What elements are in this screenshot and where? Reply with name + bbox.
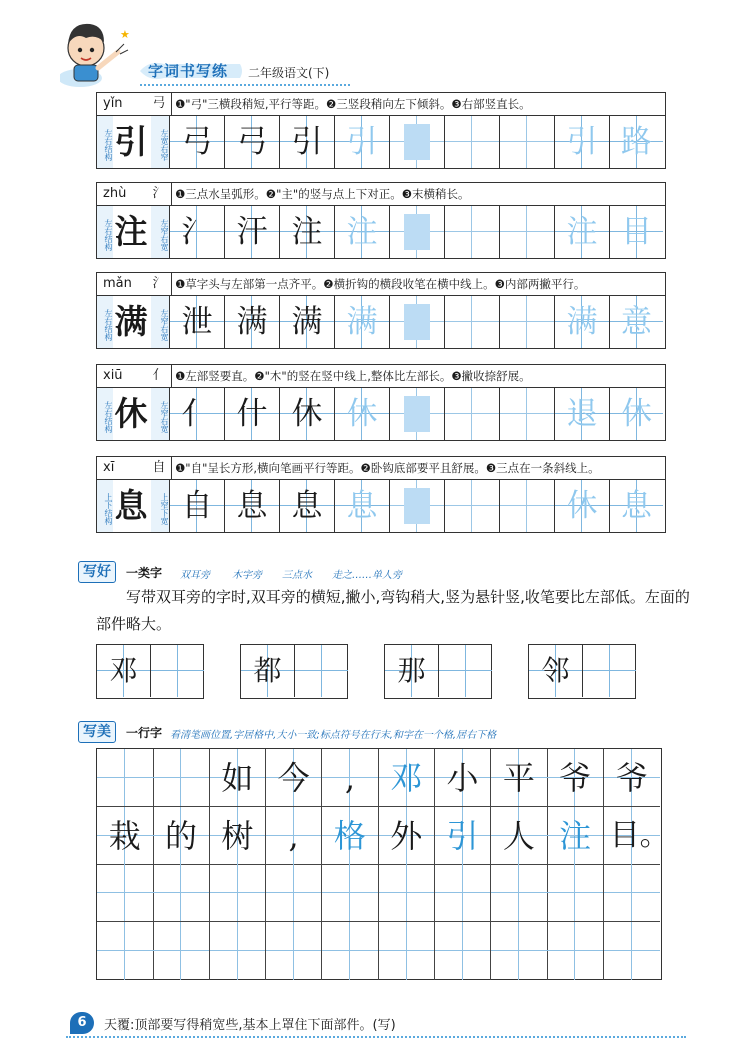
tip-bar: [97, 273, 665, 296]
header-divider: [140, 84, 350, 86]
stroke-step: 自: [181, 488, 213, 524]
radical: 氵: [152, 186, 166, 201]
grid-cell[interactable]: [499, 296, 554, 348]
grid-cell[interactable]: [444, 388, 499, 440]
grid-cell[interactable]: [389, 296, 444, 348]
grid-cell[interactable]: [224, 296, 279, 348]
stroke-step: 注: [291, 214, 323, 250]
sheet-cell[interactable]: [153, 807, 210, 865]
stroke-step: 汗: [236, 214, 268, 250]
grid-cell[interactable]: [554, 388, 609, 440]
pinyin: mǎn: [103, 276, 132, 291]
sheet-cell[interactable]: [97, 864, 154, 922]
main-char: 注: [114, 212, 148, 251]
grid-cell[interactable]: [389, 116, 444, 168]
header-subtitle: 二年级语文(下): [248, 66, 330, 80]
writing-tip: ❶"自"呈长方形,横向笔画平行等距。❷卧钩底部要平且舒展。❸三点在一条斜线上。: [175, 461, 600, 475]
sheet-char: 目。: [609, 817, 670, 853]
trace-char: 休: [346, 396, 378, 432]
sheet-cell[interactable]: [153, 749, 210, 807]
grid-cell[interactable]: [224, 388, 279, 440]
sheet-cell[interactable]: [379, 922, 436, 980]
grid-cell[interactable]: [279, 296, 334, 348]
char-block-3: [96, 272, 666, 349]
word-char-1: 满: [566, 304, 598, 340]
sheet-char: 爷: [559, 759, 592, 797]
writing-tip: ❶三点水呈弧形。❷"主"的竖与点上下对正。❸末横稍长。: [175, 187, 470, 201]
grid-cell[interactable]: [499, 388, 554, 440]
practice-row: [97, 206, 665, 258]
practice-row: [97, 480, 665, 532]
sheet-cell[interactable]: [322, 807, 379, 865]
grid-cell[interactable]: [609, 206, 663, 258]
tip-separator: [171, 183, 172, 205]
shade-box: [404, 304, 430, 340]
main-char: 休: [114, 394, 148, 433]
section-b-note: 看清笔画位置,字居格中,大小一致;标点符号在行末,和字在一个格,居右下格: [170, 730, 497, 741]
sheet-char: 今: [277, 759, 310, 797]
char-block-2: [96, 182, 666, 259]
sheet-char: 注: [559, 816, 592, 855]
grid-cell[interactable]: [444, 116, 499, 168]
sheet-cell[interactable]: [266, 922, 323, 980]
sheet-cell[interactable]: [604, 807, 670, 865]
grid-cell[interactable]: [169, 388, 224, 440]
sheet-cell[interactable]: [547, 749, 604, 807]
sheet-cell[interactable]: [491, 807, 548, 865]
shade-box: [404, 488, 430, 524]
section-tag-xiemei: 写美: [78, 721, 116, 743]
stroke-step: 休: [291, 396, 323, 432]
grid-cell[interactable]: [554, 206, 609, 258]
stroke-step: 息: [236, 488, 268, 524]
word-char-2: 目: [621, 214, 652, 250]
proportion-label: 左窄右宽: [151, 296, 169, 348]
trace-char: 引: [346, 124, 378, 160]
sheet-char: 爷: [615, 759, 648, 797]
pinyin: xī: [103, 460, 115, 475]
trace-char: 满: [346, 304, 378, 340]
radical: 亻: [152, 368, 166, 383]
tip-separator: [171, 93, 172, 115]
sheet-char: 人: [502, 816, 535, 855]
grid-cell[interactable]: [224, 206, 279, 258]
grid-cell[interactable]: [499, 116, 554, 168]
grid-cell[interactable]: [334, 480, 389, 532]
tip-separator: [171, 365, 172, 387]
stroke-step: 满: [291, 304, 323, 340]
sheet-char: 小: [446, 759, 479, 797]
example-grid-2: [240, 644, 348, 699]
proportion-label: 左窄右宽: [151, 206, 169, 258]
sheet-cell[interactable]: [210, 922, 267, 980]
grid-cell[interactable]: [499, 206, 554, 258]
sheet-cell[interactable]: [266, 864, 323, 922]
main-char: 满: [114, 302, 148, 341]
grid-cell[interactable]: [169, 296, 224, 348]
grid-cell[interactable]: [169, 206, 224, 258]
section-note-1: 双耳旁: [180, 570, 210, 581]
tip-separator: [171, 457, 172, 479]
sheet-cell[interactable]: [97, 749, 154, 807]
sheet-cell[interactable]: [97, 807, 154, 865]
grid-cell[interactable]: [554, 116, 609, 168]
writing-tip: ❶"弓"三横段稍短,平行等距。❷三竖段稍向左下倾斜。❸右部竖直长。: [175, 97, 531, 111]
sheet-cell[interactable]: [210, 807, 267, 865]
sheet-cell[interactable]: [435, 749, 492, 807]
sheet-cell[interactable]: [210, 864, 267, 922]
sheet-cell[interactable]: [322, 922, 379, 980]
section-a-paragraph: 写带双耳旁的字时,双耳旁的横短,撇小,弯钩稍大,竖为悬针竖,收笔要比左部低。左面的部件略大。: [96, 588, 690, 633]
tip-bar: [97, 93, 665, 116]
tip-bar: [97, 457, 665, 480]
grid-cell[interactable]: [279, 480, 334, 532]
grid-cell[interactable]: [554, 480, 609, 532]
char-block-4: [96, 364, 666, 441]
pinyin: yǐn: [103, 96, 123, 111]
grid-cell[interactable]: [389, 480, 444, 532]
sheet-char: 引: [446, 816, 479, 855]
sheet-char: 如: [221, 759, 254, 797]
example-grid-4: [528, 644, 636, 699]
stroke-step: 满: [236, 304, 268, 340]
sheet-cell[interactable]: [604, 749, 661, 807]
grid-cell[interactable]: [169, 480, 224, 532]
grid-cell[interactable]: [334, 388, 389, 440]
structure-label: 左右结构: [97, 296, 113, 348]
sheet-cell[interactable]: [322, 864, 379, 922]
shade-box: [404, 396, 430, 432]
sheet-cell[interactable]: [153, 922, 210, 980]
page-number: 6: [70, 1012, 94, 1034]
sheet-cell[interactable]: [435, 864, 492, 922]
grid-cell[interactable]: [389, 206, 444, 258]
grid-cell[interactable]: [444, 206, 499, 258]
grid-cell[interactable]: [554, 296, 609, 348]
footer-tip: 天覆:顶部要写得稍宽些,基本上罩住下面部件。(写): [104, 1018, 396, 1033]
sheet-cell[interactable]: [547, 922, 604, 980]
example-grid-1: [96, 644, 204, 699]
stroke-step: 亻: [181, 396, 213, 432]
writing-tip: ❶左部竖要直。❷"木"的竖在竖中线上,整体比左部长。❸撇收捺舒展。: [175, 369, 531, 383]
section-note-2: 木字旁: [232, 570, 262, 581]
sheet-cell[interactable]: [435, 807, 492, 865]
stroke-step: 泄: [181, 304, 213, 340]
grid-cell[interactable]: [224, 116, 279, 168]
example-char: 那: [397, 654, 426, 687]
sheet-cell[interactable]: [547, 807, 604, 865]
example-char: 邓: [109, 654, 138, 687]
structure-label: 左右结构: [97, 116, 113, 168]
sheet-cell[interactable]: [491, 749, 548, 807]
example-char: 都: [253, 654, 282, 687]
grid-cell[interactable]: [389, 388, 444, 440]
trace-char: 息: [346, 488, 378, 524]
structure-label: 上下结构: [97, 480, 113, 532]
pinyin: zhù: [103, 186, 127, 201]
section-tag-xiehao: 写好: [78, 561, 116, 583]
sheet-char: ,: [344, 759, 356, 797]
grid-cell[interactable]: [334, 296, 389, 348]
structure-label: 左右结构: [97, 388, 113, 440]
sheet-cell[interactable]: [491, 864, 548, 922]
sheet-cell[interactable]: [97, 922, 154, 980]
sheet-char: 树: [221, 816, 254, 855]
sheet-cell[interactable]: [379, 807, 436, 865]
grid-cell[interactable]: [609, 116, 663, 168]
section-note-3: 三点水: [282, 570, 312, 581]
header-title: 字词书写练: [148, 62, 229, 80]
writing-tip: ❶草字头与左部第一点齐平。❷横折钩的横段收笔在横中线上。❸内部两撇平行。: [175, 277, 586, 291]
tip-separator: [171, 273, 172, 295]
grid-cell[interactable]: [169, 116, 224, 168]
trace-char: 注: [346, 214, 378, 250]
sheet-char: 平: [502, 759, 535, 797]
word-char-2: 息: [621, 488, 652, 524]
main-char: 息: [114, 486, 148, 525]
shade-box: [404, 214, 430, 250]
word-char-2: 意: [621, 304, 652, 340]
grid-cell[interactable]: [609, 296, 663, 348]
grid-cell[interactable]: [499, 480, 554, 532]
sheet-cell[interactable]: [604, 864, 661, 922]
footer-divider: [66, 1036, 686, 1038]
svg-text:★: ★: [120, 28, 130, 41]
sheet-cell[interactable]: [266, 749, 323, 807]
tip-bar: [97, 365, 665, 388]
sheet-char: 格: [333, 816, 366, 855]
sheet-cell[interactable]: [210, 749, 267, 807]
section-note-4: 走之……单人旁: [332, 570, 402, 581]
sheet-char: 栽: [108, 816, 141, 855]
word-char-1: 引: [566, 124, 598, 160]
sheet-cell[interactable]: [379, 749, 436, 807]
grid-cell[interactable]: [224, 480, 279, 532]
tip-bar: [97, 183, 665, 206]
example-grid-3: [384, 644, 492, 699]
grid-cell[interactable]: [609, 480, 663, 532]
word-char-2: 休: [621, 396, 652, 432]
grid-cell[interactable]: [279, 116, 334, 168]
char-block-5: [96, 456, 666, 533]
shade-box: [404, 124, 430, 160]
practice-row: [97, 388, 665, 440]
sheet-char: 的: [165, 816, 198, 855]
grid-cell[interactable]: [444, 480, 499, 532]
main-char: 引: [114, 122, 148, 161]
sheet-cell[interactable]: [322, 749, 379, 807]
sheet-char: 外: [390, 816, 423, 855]
sheet-cell[interactable]: [153, 864, 210, 922]
section-title-yileizi: 一类字: [126, 566, 163, 580]
radical: 自: [152, 460, 166, 475]
sheet-cell[interactable]: [604, 922, 661, 980]
example-char: 邻: [541, 654, 570, 687]
structure-label: 左右结构: [97, 206, 113, 258]
stroke-step: 什: [236, 396, 268, 432]
sheet-cell[interactable]: [435, 922, 492, 980]
grid-cell[interactable]: [334, 116, 389, 168]
grid-cell[interactable]: [334, 206, 389, 258]
sheet-char: 邓: [390, 759, 423, 797]
stroke-step: 弓: [181, 124, 213, 160]
stroke-step: 氵: [181, 214, 213, 250]
sheet-char: ,: [288, 816, 299, 855]
char-block-1: [96, 92, 666, 169]
grid-cell[interactable]: [279, 206, 334, 258]
radical: 氵: [152, 276, 166, 291]
section-title-yihangzi: 一行字: [126, 726, 163, 740]
word-char-1: 退: [566, 396, 598, 432]
stroke-step: 息: [291, 488, 323, 524]
proportion-label: 左窄右宽: [151, 388, 169, 440]
stroke-step: 弓: [236, 124, 268, 160]
sheet-cell[interactable]: [547, 864, 604, 922]
practice-row: [97, 116, 665, 168]
sheet-cell[interactable]: [379, 864, 436, 922]
word-char-2: 路: [621, 124, 652, 160]
sheet-cell[interactable]: [491, 922, 548, 980]
sheet-cell[interactable]: [266, 807, 323, 865]
stroke-step: 引: [291, 124, 323, 160]
grid-cell[interactable]: [279, 388, 334, 440]
radical: 弓: [152, 96, 166, 111]
word-char-1: 注: [566, 214, 598, 250]
writing-sheet: [96, 748, 670, 980]
pinyin: xiū: [103, 368, 123, 383]
proportion-label: 上窄下宽: [151, 480, 169, 532]
word-char-1: 休: [566, 488, 598, 524]
practice-row: [97, 296, 665, 348]
cartoon-boy-mascot: [60, 8, 140, 88]
proportion-label: 左宽右窄: [151, 116, 169, 168]
grid-cell[interactable]: [444, 296, 499, 348]
grid-cell[interactable]: [609, 388, 663, 440]
